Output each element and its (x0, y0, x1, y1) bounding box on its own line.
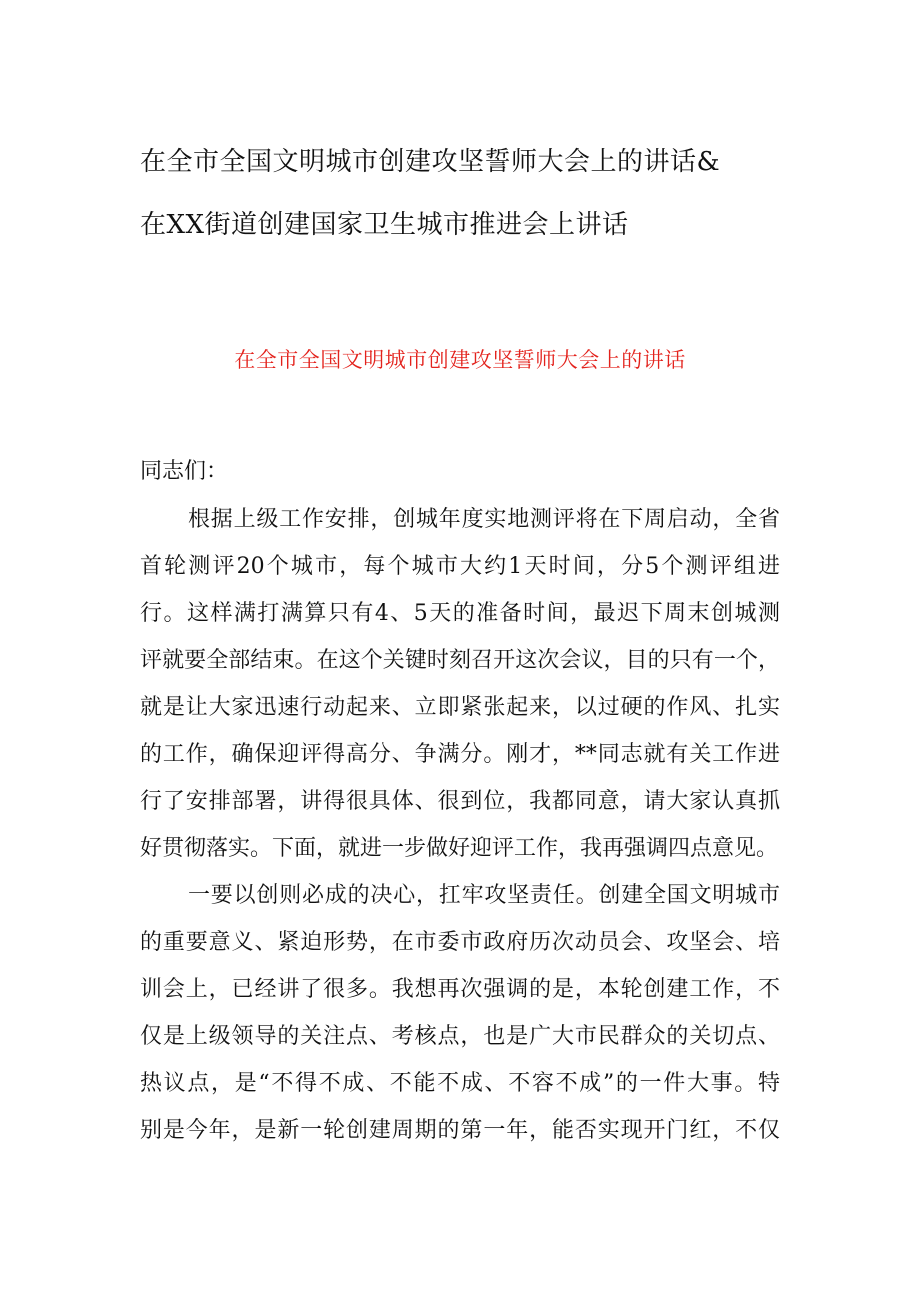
paragraph-2-line: 热议点，是“不得不成、不能不成、不容不成”的一件大事。特 (140, 1071, 780, 1096)
document-title-line-2: 在XX街道创建国家卫生城市推进会上讲话 (140, 210, 629, 240)
paragraph-1-line: 首轮测评20个城市，每个城市大约1天时间，分5个测评组进 (140, 554, 780, 579)
document-title-line-1: 在全市全国文明城市创建攻坚誓师大会上的讲话& (140, 147, 721, 177)
paragraph-1-line: 行了安排部署，讲得很具体、很到位，我都同意，请大家认真抓 (140, 789, 780, 814)
paragraph-1-line: 评就要全部结束。在这个关键时刻召开这次会议，目的只有一个， (140, 648, 780, 673)
paragraph-1-line: 好贯彻落实。下面，就进一步做好迎评工作，我再强调四点意见。 (140, 836, 779, 861)
paragraph-1-line: 行。这样满打满算只有4、5天的准备时间，最迟下周末创城测 (140, 601, 780, 626)
paragraph-2-line: 一要以创则必成的决心，扛牢攻坚责任。创建全国文明城市 (188, 883, 780, 908)
paragraph-1-line: 就是让大家迅速行动起来、立即紧张起来，以过硬的作风、扎实 (140, 695, 780, 720)
paragraph-2-line: 仅是上级领导的关注点、考核点，也是广大市民群众的关切点、 (140, 1024, 780, 1049)
paragraph-1-line: 的工作，确保迎评得高分、争满分。刚才，**同志就有关工作进 (140, 742, 780, 767)
paragraph-2-line: 的重要意义、紧迫形势，在市委市政府历次动员会、攻坚会、培 (140, 930, 780, 955)
paragraph-1-line: 根据上级工作安排，创城年度实地测评将在下周启动，全省 (188, 507, 780, 532)
section-title: 在全市全国文明城市创建攻坚誓师大会上的讲话 (234, 348, 686, 372)
salutation: 同志们： (140, 459, 229, 484)
paragraph-2-line: 别是今年，是新一轮创建周期的第一年，能否实现开门红，不仅 (140, 1118, 780, 1143)
paragraph-2-line: 训会上，已经讲了很多。我想再次强调的是，本轮创建工作，不 (140, 977, 780, 1002)
